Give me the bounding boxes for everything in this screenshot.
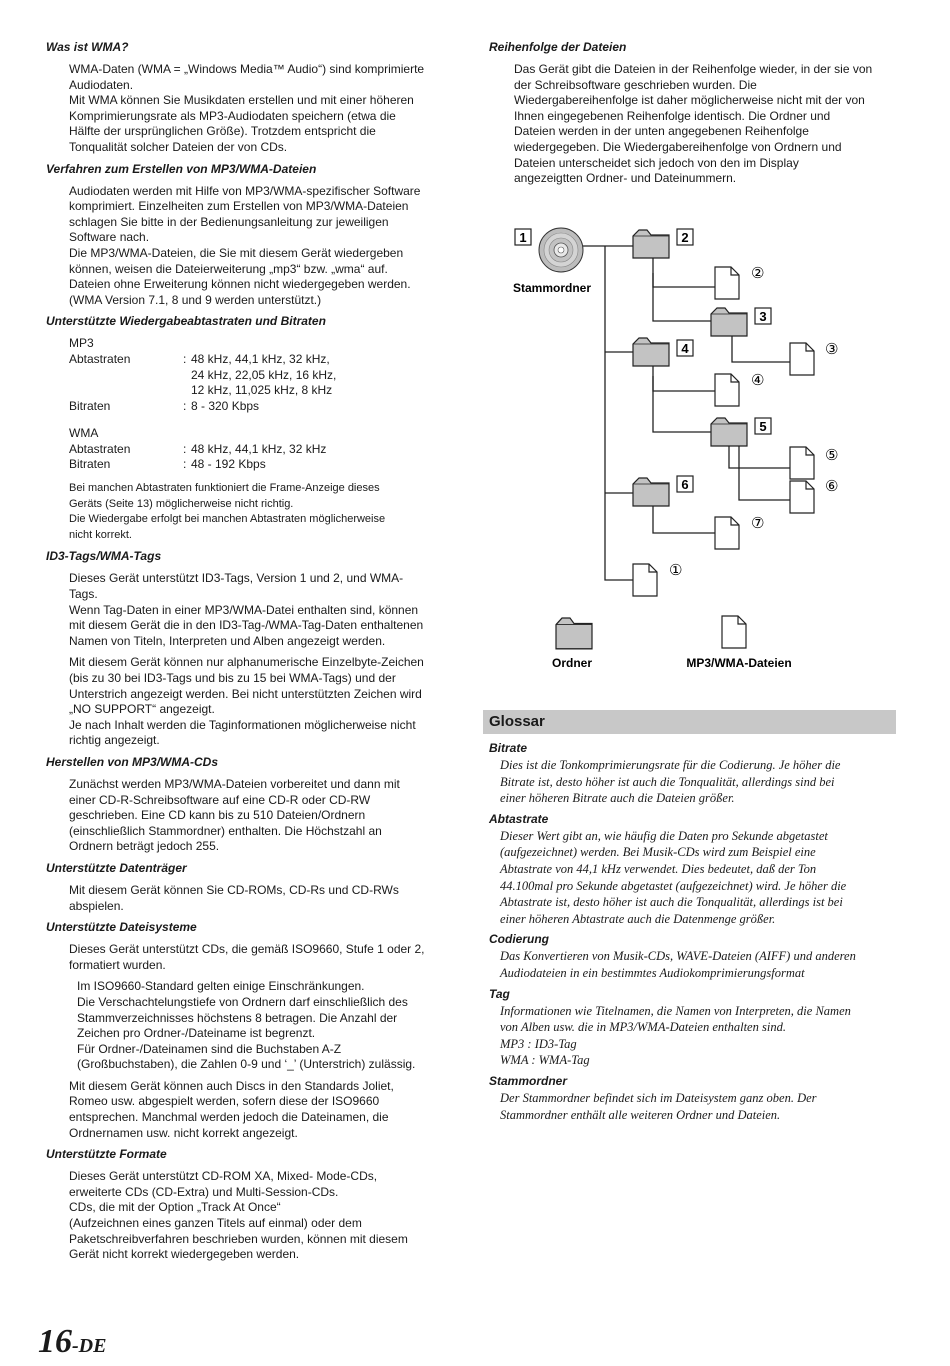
text-line: WMA : WMA-Tag [500, 1053, 590, 1068]
section-id3 [46, 549, 456, 749]
text-line: (bis zu 30 bei ID3-Tags und bis zu 15 bei WMA-Tags) und der [69, 671, 396, 685]
glossar-definition [500, 948, 899, 981]
disc-icon [539, 228, 583, 272]
text-line: Bei manchen Abtastraten funktioniert die Frame-Anzeige dieses [69, 482, 380, 495]
text-line: Das Konvertieren von Musik-CDs, WAVE-Dateien (AIFF) und anderen [500, 949, 856, 964]
text-line: Die Verschachtelungstiefe von Ordnern darf einschließlich des [77, 994, 408, 1009]
text-line: schlagen Sie bitte in der Bedienungsanleitung zur jeweiligen [69, 214, 389, 229]
text-line: einer höheren Bitrate auch die Dateien größer. [500, 791, 735, 806]
root-number: 1 [519, 230, 527, 245]
file-icon [633, 564, 657, 596]
text-line: Ordnern beträgt jedoch 255. [69, 839, 220, 854]
text-line: Zunächst werden MP3/WMA-Dateien vorbereitet und dann mit [69, 776, 400, 791]
text-line: 44.100mal pro Sekunde abgetastet (aufgezeichnet) wird. Je höher die [500, 878, 847, 893]
legend [552, 616, 792, 670]
root-number-box [515, 229, 531, 245]
file-number: ⑦ [751, 514, 765, 532]
text-line: erweiterte CDs (CD-Extra) und Multi-Session-CDs. [69, 1184, 339, 1199]
folder-icon [633, 230, 669, 258]
paragraph [69, 777, 456, 855]
glossar-term: Bitrate [489, 741, 528, 755]
wma-spec [69, 426, 456, 473]
section-create [46, 162, 456, 309]
text-line: Paketschreibverfahren beschrieben wurden, können mit diesem [69, 1231, 408, 1246]
text-line: Tonqualität solcher Dateien der von CDs. [69, 139, 288, 154]
text-line: Hälfte der ursprünglichen Größe). Trotzdem entspricht die [69, 124, 376, 139]
text-line: nicht korrekt. [69, 528, 132, 541]
mp3-sampling-label: Abtastraten [69, 351, 131, 366]
text-line: wiedergegeben. Die Wiedergabereihenfolge von Ordnern und [514, 139, 842, 154]
text-line: Abtastrate von 44,1 kHz verwendet. Dies bedeutet, daß der Ton [500, 861, 817, 876]
text-line: angezeigtten Ordner- und Dateinummern. [514, 171, 737, 186]
paragraph [69, 571, 456, 649]
text-line: Software nach. [69, 230, 150, 245]
paragraph [69, 184, 456, 309]
paragraph [69, 942, 456, 973]
text-line: Dieses Gerät unterstützt CDs, die gemäß ISO9660, Stufe 1 oder 2, [69, 942, 425, 957]
text-line: Ordnernamen usw. nicht korrekt angezeigt. [69, 1125, 298, 1140]
file-number: ① [669, 561, 683, 579]
text-line: der Schreibsoftware geschrieben wurden. Die [514, 77, 757, 92]
folder-tree-diagram [489, 0, 950, 700]
file-number: ④ [751, 371, 765, 389]
text-line: Geräts (Seite 13) möglicherweise nicht richtig. [69, 497, 294, 510]
legend-file-label: MP3/WMA-Dateien [686, 656, 792, 670]
text-line: Mit diesem Gerät können nur alphanumerische Einzelbyte-Zeichen [69, 655, 424, 670]
file-number: ② [751, 264, 765, 282]
text-line: komprimiert. Einzelheiten zum Erstellen von MP3/WMA-Dateien [69, 199, 409, 214]
folder-number: 5 [759, 419, 767, 434]
wma-bitrate-label: Bitraten [69, 457, 111, 472]
text-line: Je nach Inhalt werden die Taginformationen möglicherweise nicht [69, 717, 416, 732]
text-line: Mit diesem Gerät können Sie CD-ROMs, CD-Rs und CD-RWs [69, 882, 399, 897]
text-line: Audiodaten werden mit Hilfe von MP3/WMA-spezifischer Software [69, 183, 421, 198]
text-line: Bitrate ist, desto höher ist auch die Tonqualität, allerdings sind bei [500, 774, 835, 789]
text-line: Informationen wie Titelnamen, die Namen von Interpreten, die Namen [500, 1003, 851, 1018]
mp3-bitrate-label: Bitraten [69, 398, 111, 413]
section-rates [46, 314, 456, 543]
folder-icon [711, 418, 747, 446]
page-number [38, 1323, 106, 1361]
text-line: Stammverzeichnisses höchstens 8 betragen. Die Anzahl der [77, 1010, 398, 1025]
paragraph [69, 883, 456, 914]
glossar-definition [500, 1003, 899, 1069]
text-line: (Großbuchstaben), die Zahlen 0-9 und ‘_’ (Unterstrich) zulässig. [77, 1057, 416, 1072]
text-line: Dies ist die Tonkomprimierungsrate für die Codierung. Je höher die [500, 758, 841, 772]
text-line: „NO SUPPORT“ angezeigt. [69, 702, 215, 717]
paragraph [69, 655, 456, 749]
folder-number: 3 [759, 309, 767, 324]
text-line: Mit diesem Gerät können auch Discs in den Standards Joliet, [69, 1078, 394, 1093]
text-line: Dieses Gerät unterstützt CD-ROM XA, Mixed- Mode-CDs, [69, 1169, 378, 1184]
folder-icon [633, 338, 669, 366]
mp3-bitrate-value: 8 - 320 Kbps [191, 398, 260, 413]
heading-create-files: Verfahren zum Erstellen von MP3/WMA-Dateien [46, 161, 317, 176]
wma-sampling-value: 48 kHz, 44,1 kHz, 32 kHz [191, 441, 327, 456]
text-line: mit diesem Gerät die in den ID3-Tag-/WMA-Tag-Daten enthaltenen [69, 618, 424, 633]
glossar-definition [500, 1090, 899, 1123]
text-line: 48 kHz, 44,1 kHz, 32 kHz, [191, 351, 330, 366]
text-line: (WMA Version 7.1, 8 und 9 werden unterstützt.) [69, 292, 322, 307]
section-formats [46, 1147, 456, 1263]
text-line: entsprechen. Manchmal werden jedoch die Dateinamen, die [69, 1110, 389, 1125]
left-column [46, 40, 456, 1269]
page-number-value: 16 [38, 1323, 72, 1360]
text-line: Wiedergabereihenfolge ist daher möglicherweise nicht mit der von [514, 93, 865, 108]
paragraph [77, 979, 456, 1073]
text-line: Komprimierungsrate als MP3-Audiodaten speichern (etwa die [69, 108, 396, 123]
rates-note [69, 481, 456, 543]
text-line: abspielen. [69, 898, 124, 913]
text-line: Der Stammordner befindet sich im Dateisystem ganz oben. Der [500, 1090, 817, 1105]
text-line: Die MP3/WMA-Dateien, die Sie mit diesem Gerät wiedergeben [69, 245, 404, 260]
file-number: ③ [825, 340, 839, 358]
file-number: ⑥ [825, 477, 839, 495]
text-line: 12 kHz, 11,025 kHz, 8 kHz [191, 383, 333, 398]
text-line: 24 kHz, 22,05 kHz, 16 kHz, [191, 367, 337, 382]
legend-folder-icon [556, 618, 592, 649]
glossar-header [483, 710, 896, 734]
file-icon [715, 374, 739, 406]
wma-label: WMA [69, 426, 99, 441]
glossar-term: Abtastrate [489, 811, 549, 826]
file-icon [790, 481, 814, 513]
file-icon [790, 343, 814, 375]
mp3-spec [69, 336, 456, 414]
file-icon [715, 517, 739, 549]
text-line: richtig angezeigt. [69, 733, 160, 748]
section-wma [46, 40, 456, 156]
colon: : [183, 351, 187, 366]
folder-number: 6 [681, 477, 689, 492]
text-line: einer höheren Abtastrate auch die Datenmenge größer. [500, 911, 776, 926]
text-line: MP3 : ID3-Tag [500, 1036, 577, 1051]
text-line: von Alben usw. die in MP3/WMA-Dateien enthalten sind. [500, 1020, 786, 1035]
colon: : [183, 398, 187, 413]
mp3-label: MP3 [69, 336, 94, 351]
legend-file-icon [722, 616, 746, 648]
folder-icon [711, 308, 747, 336]
text-line: Abtastrate ist, desto höher ist auch die Tonqualität, allerdings ist bei [500, 895, 843, 910]
page-number-suffix: -DE [72, 1335, 107, 1357]
text-line: einer CD-R-Schreibsoftware auf eine CD-R oder CD-RW [69, 792, 371, 807]
wma-bitrate-value: 48 - 192 Kbps [191, 457, 266, 472]
heading-create-cds: Herstellen von MP3/WMA-CDs [46, 754, 219, 769]
heading-id3-tags: ID3-Tags/WMA-Tags [46, 549, 162, 564]
heading-filesystems: Unterstützte Dateisysteme [46, 920, 197, 935]
glossar-term: Tag [489, 986, 510, 1001]
heading-file-order: Reihenfolge der Dateien [489, 40, 627, 54]
text-line: Mit WMA können Sie Musikdaten erstellen und mit einer höheren [69, 93, 414, 108]
wma-sampling-label: Abtastraten [69, 441, 131, 456]
text-line: (Aufzeichnen eines ganzen Titels auf einmal) oder dem [69, 1216, 362, 1231]
text-line: Dateien ohne Erweiterung können nicht wiedergegeben werden. [69, 277, 411, 292]
paragraph [69, 1169, 456, 1263]
text-line: Dieses Gerät unterstützt ID3-Tags, Version 1 und 2, und WMA- [69, 571, 404, 586]
text-line: Wenn Tag-Daten in einer MP3/WMA-Datei enthalten sind, können [69, 602, 419, 617]
file-icon [715, 267, 739, 299]
section-cd [46, 755, 456, 855]
heading-rates: Unterstützte Wiedergabeabtastraten und Bitraten [46, 314, 326, 329]
text-line: können, weisen die Dateierweiterung „mp3“ bzw. „wma“ auf. [69, 261, 388, 276]
text-line: Zeichen pro Ordner-/Dateiname ist begrenzt. [77, 1026, 316, 1041]
text-line: Unterstrich angezeigt werden. Bei nicht unterstützten Zeichen wird [69, 686, 422, 701]
text-line: Dateien werden in der unten angegebenen Reihenfolge [514, 124, 809, 139]
legend-folder-label: Ordner [551, 656, 593, 670]
root-label: Stammordner [513, 281, 592, 295]
text-line: (einschließlich Stammordner) enthalten. Die Höchstzahl an [69, 823, 382, 838]
heading-formats: Unterstützte Formate [46, 1147, 167, 1162]
text-line: Gerät nicht korrekt wiedergegeben werden. [69, 1247, 300, 1262]
glossar-term: Codierung [489, 932, 549, 947]
text-line: Für Ordner-/Dateinamen sind die Buchstaben A-Z [77, 1041, 342, 1056]
text-line: Romeo usw. abgespielt werden, sofern diese der ISO9660 [69, 1094, 380, 1109]
folder-number: 2 [681, 230, 689, 245]
text-line: Die Wiedergabe erfolgt bei manchen Abtastraten möglicherweise [69, 513, 386, 526]
text-line: Dateien unterscheidet sich jedoch von den im Display [514, 155, 799, 170]
glossar-list [489, 741, 899, 1128]
glossar-term: Stammordner [489, 1073, 568, 1088]
folder-number: 4 [681, 341, 689, 356]
text-line: WMA-Daten (WMA = „Windows Media™ Audio“) sind komprimierte [69, 62, 425, 76]
mp3-sampling-values [191, 352, 456, 399]
colon: : [183, 457, 187, 472]
paragraph [69, 62, 456, 156]
text-line: Audiodateien in ein bestimmtes Audiokomprimierungsformat [500, 965, 805, 980]
text-line: Tags. [69, 587, 98, 602]
colon: : [183, 441, 187, 456]
file-number: ⑤ [825, 446, 839, 464]
text-line: CDs, die mit der Option „Track At Once“ [69, 1200, 281, 1215]
text-line: (aufgezeichnet) werden. Bei Musik-CDs wird zum Beispiel eine [500, 845, 816, 860]
text-line: Im ISO9660-Standard gelten einige Einschränkungen. [77, 979, 365, 994]
text-line: Ihnen eingegebenen Reihenfolge identisch. Die Ordner und [514, 108, 831, 123]
text-line: Stammordner enthält alle weiteren Ordner und Dateien. [500, 1107, 781, 1122]
text-line: Dieser Wert gibt an, wie häufig die Daten pro Sekunde abgetastet [500, 828, 828, 843]
folder-icon [633, 478, 669, 506]
text-line: geschrieben. Eine CD kann bis zu 510 Dateien/Ordnern [69, 808, 366, 823]
paragraph [69, 1079, 456, 1141]
text-line: Audiodaten. [69, 77, 134, 92]
glossar-title: Glossar [489, 713, 545, 730]
glossar-definition [500, 757, 899, 807]
heading-media: Unterstützte Datenträger [46, 860, 187, 875]
text-line: Das Gerät gibt die Dateien in der Reihenfolge wieder, in der sie von [514, 62, 873, 76]
section-media [46, 861, 456, 914]
glossar-definition [500, 828, 899, 928]
section-filesystems [46, 920, 456, 1141]
file-icon [790, 447, 814, 479]
text-line: formatiert wurden. [69, 957, 166, 972]
text-line: Namen von Titeln, Interpreten und Alben angezeigt werden. [69, 633, 386, 648]
heading-was-ist-wma: Was ist WMA? [46, 40, 129, 54]
